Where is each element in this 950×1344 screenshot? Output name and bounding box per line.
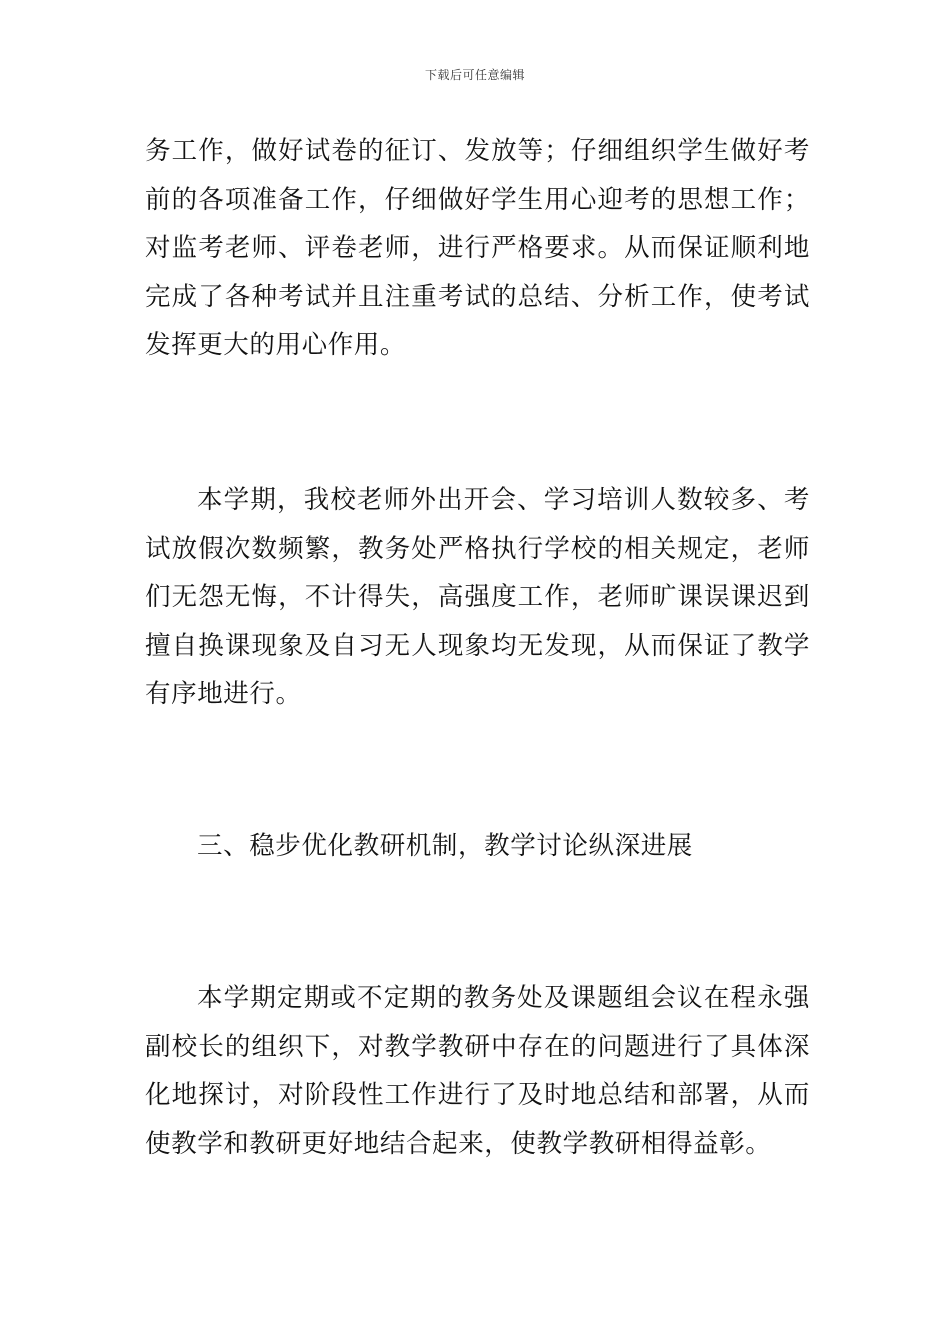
header-note: 下载后可任意编辑 — [424, 68, 525, 82]
section-heading: 三、稳步优化教研机制，教学讨论纵深进展 — [197, 831, 693, 861]
paragraph-teaching-research: 本学期定期或不定期的教务处及课题组会议在程永强副校长的组织下，对教学教研中存在的问题进行了具体深化地探讨，对阶段性工作进行了及时地总结和部署，从而使教学和教研更好地结合起来，使教学教研相得益彰。 — [145, 983, 810, 1159]
paragraph-continuation: 务工作，做好试卷的征订、发放等；仔细组织学生做好考前的各项准备工作，仔细做好学生用心迎考的思想工作；对监考老师、评卷老师，进行严格要求。从而保证顺利地完成了各种考试并且注重考试的总结、分析工作，使考试发挥更大的用心作用。 — [145, 136, 810, 360]
paragraph-teacher-attendance: 本学期，我校老师外出开会、学习培训人数较多、考试放假次数频繁，教务处严格执行学校的相关规定，老师们无怨无悔，不计得失，高强度工作，老师旷课误课迟到擅自换课现象及自习无人现象均无发现，从而保证了教学有序地进行。 — [145, 485, 810, 709]
